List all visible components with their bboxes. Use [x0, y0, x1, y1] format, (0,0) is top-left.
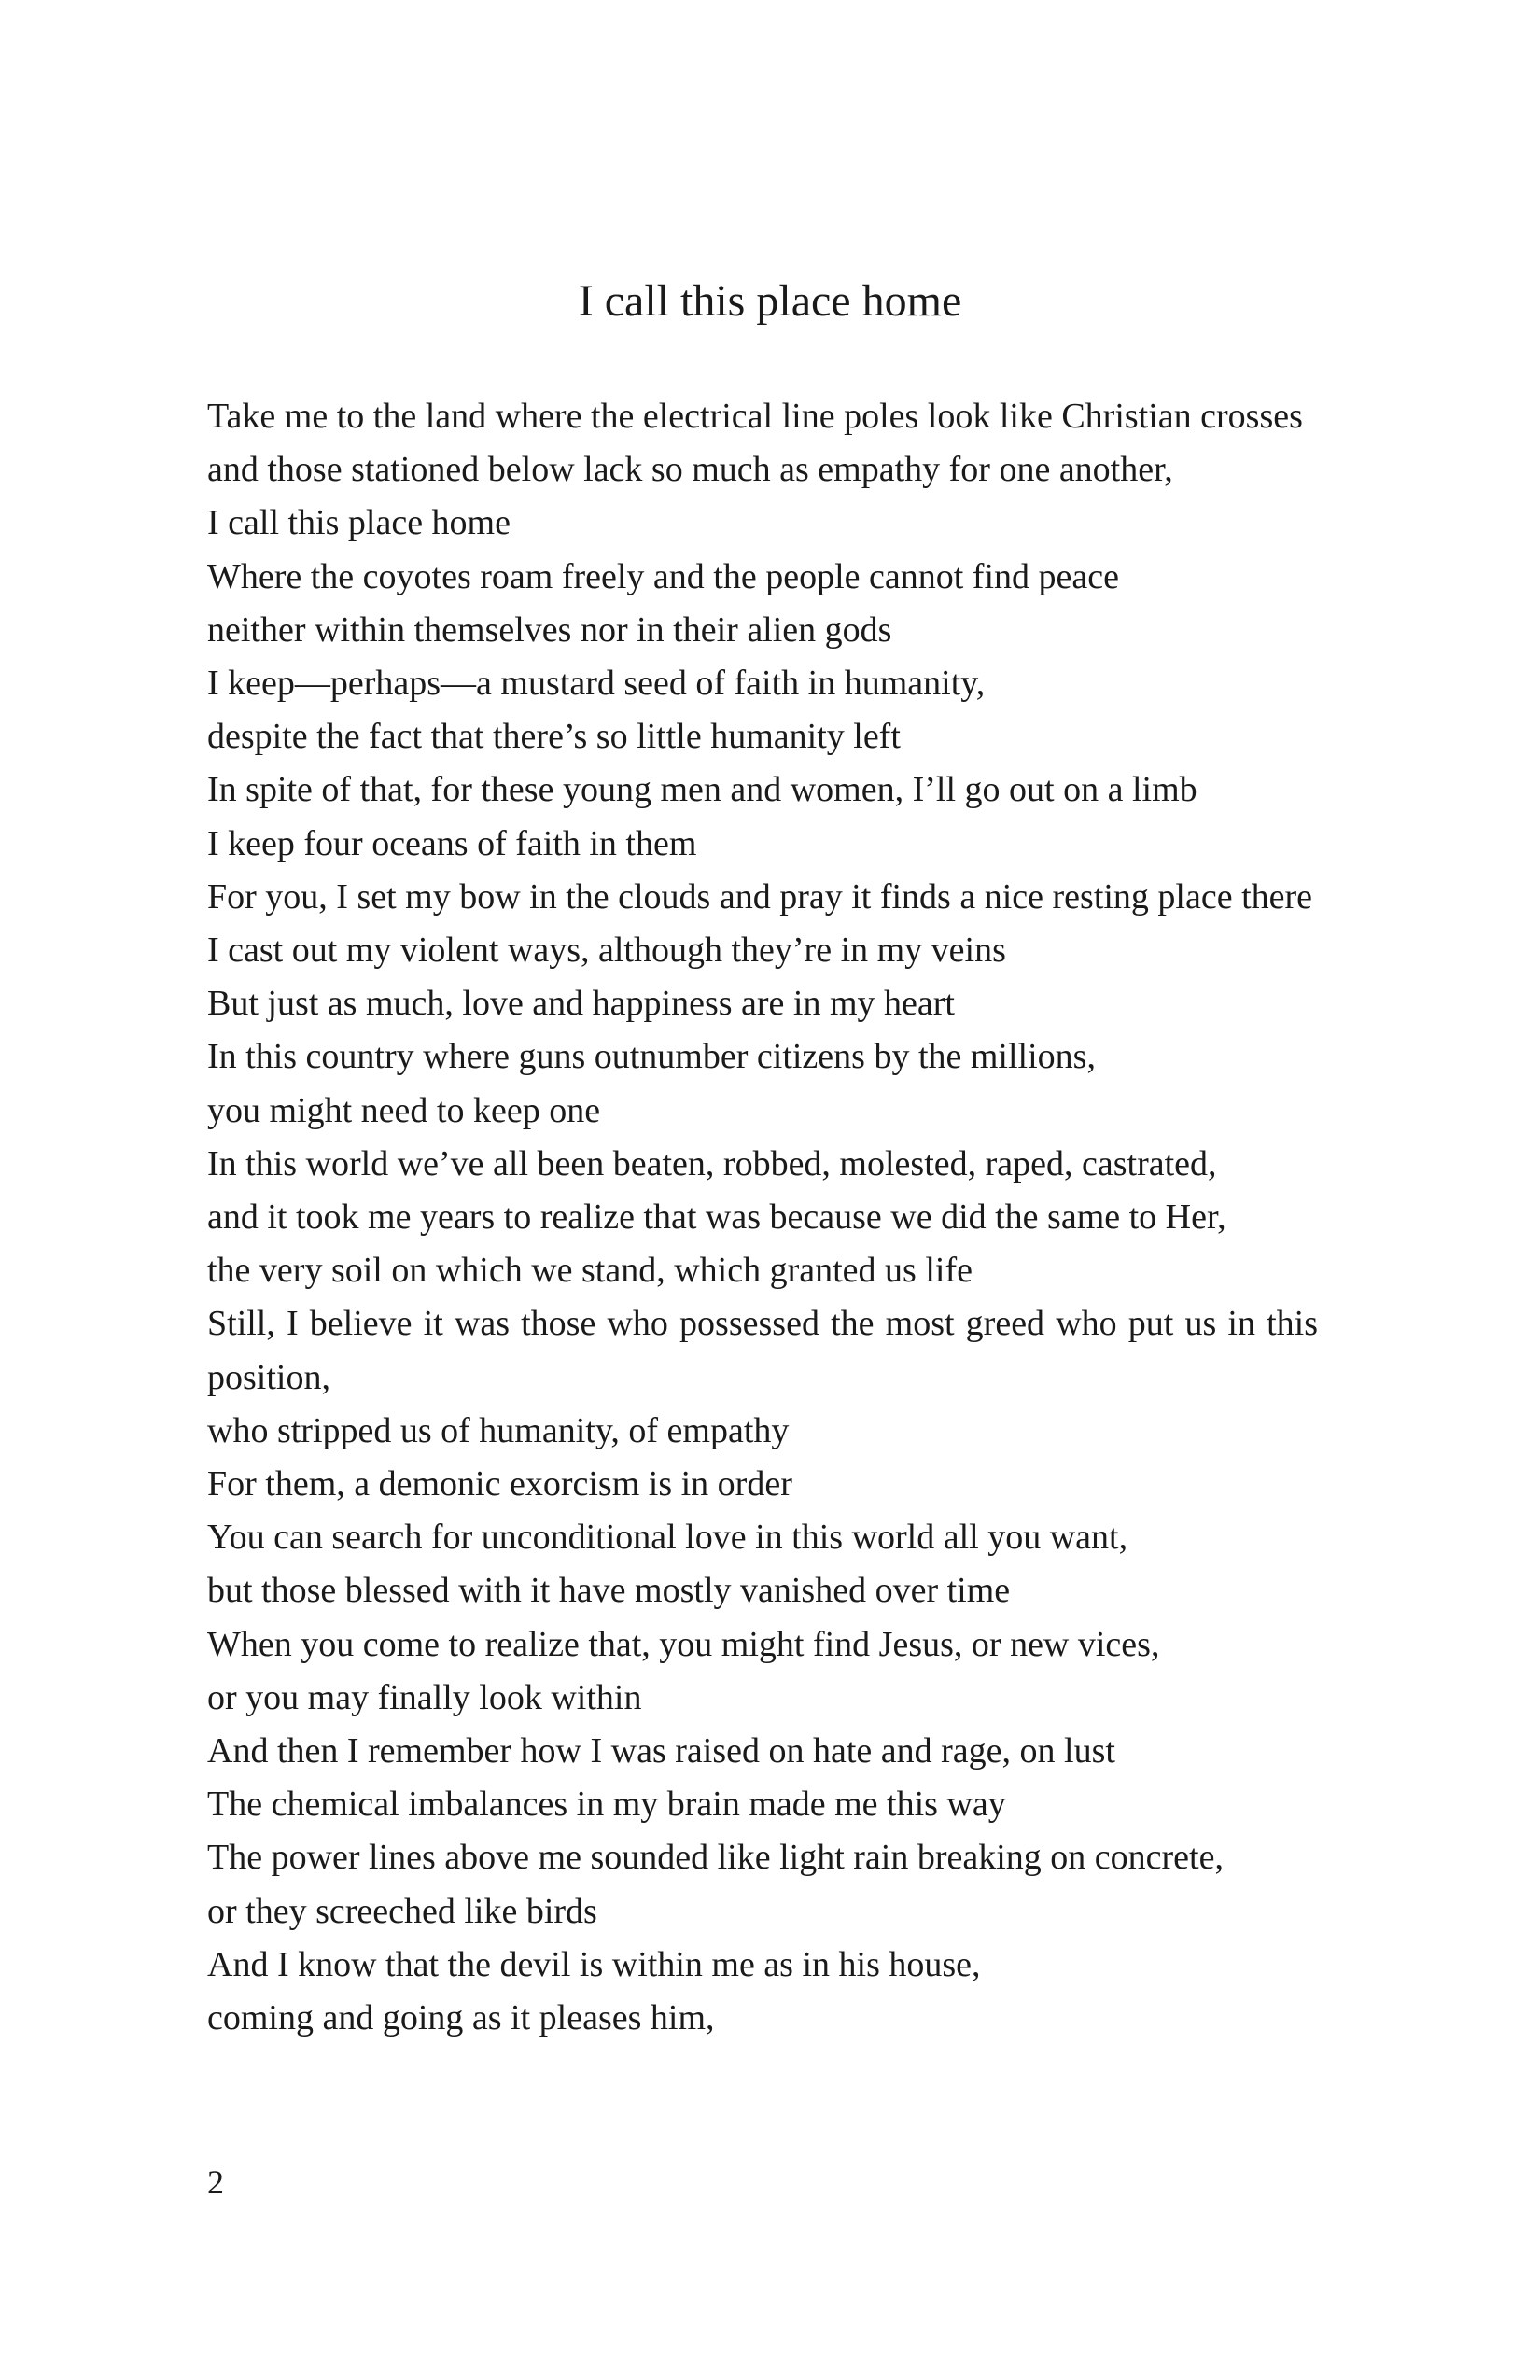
poem-line: and it took me years to realize that was because we did the same to Her, — [207, 1197, 1226, 1238]
poem-line: I keep—perhaps—a mustard seed of faith in humanity, — [207, 664, 986, 704]
poem-line: Where the coyotes roam freely and the people cannot find peace — [207, 556, 1119, 596]
poem-line: who stripped us of humanity, of empathy — [207, 1410, 790, 1450]
poem-line: I keep four oceans of faith in them — [207, 823, 697, 863]
poem-line: I cast out my violent ways, although they’re in my veins — [207, 931, 1006, 971]
poem-line: In this world we’ve all been beaten, robbed, molested, raped, castrated, — [207, 1143, 1217, 1183]
poem-title: I call this place home — [578, 276, 962, 326]
poem-line: For you, I set my bow in the clouds and pray it finds a nice resting place there — [207, 876, 1313, 917]
poem-line: And then I remember how I was raised on hate and rage, on lust — [207, 1731, 1115, 1771]
poem-line: For them, a demonic exorcism is in order — [207, 1464, 792, 1505]
poem-line: You can search for unconditional love in this world all you want, — [207, 1518, 1128, 1558]
poem-line: Take me to the land where the electrical line poles look like Christian crosses — [207, 397, 1303, 436]
poem-body — [207, 390, 1318, 2045]
poem-line: but those blessed with it have mostly vanished over time — [207, 1571, 1011, 1611]
poem-line: In spite of that, for these young men and women, I’ll go out on a limb — [207, 770, 1197, 810]
poem-line: and those stationed below lack so much as empathy for one another, — [207, 450, 1173, 490]
poem-line: neither within themselves nor in their alien gods — [207, 609, 892, 650]
poem-line: The power lines above me sounded like light rain breaking on concrete, — [207, 1838, 1224, 1878]
poem-line: you might need to keep one — [207, 1090, 601, 1130]
poem-line: In this country where guns outnumber citizens by the millions, — [207, 1037, 1096, 1077]
poem-line: The chemical imbalances in my brain made me this way — [207, 1785, 1006, 1825]
poem-line: Still, I believe it was those who possessed the most greed who put us in this position, — [207, 1304, 1318, 1397]
poem-line: despite the fact that there’s so little humanity left — [207, 717, 901, 757]
page-number: 2 — [207, 2163, 224, 2201]
poem-line: or you may finally look within — [207, 1677, 642, 1717]
poem-line: I call this place home — [207, 503, 511, 543]
poem-line: or they screeched like birds — [207, 1891, 597, 1931]
poem-line: When you come to realize that, you might find Jesus, or new vices, — [207, 1624, 1160, 1664]
poem-line: the very soil on which we stand, which granted us life — [207, 1251, 973, 1291]
poem-line: But just as much, love and happiness are in my heart — [207, 984, 955, 1024]
poem-line: And I know that the devil is within me as in his house, — [207, 1944, 981, 1984]
poem-line: coming and going as it pleases him, — [207, 1998, 715, 2038]
